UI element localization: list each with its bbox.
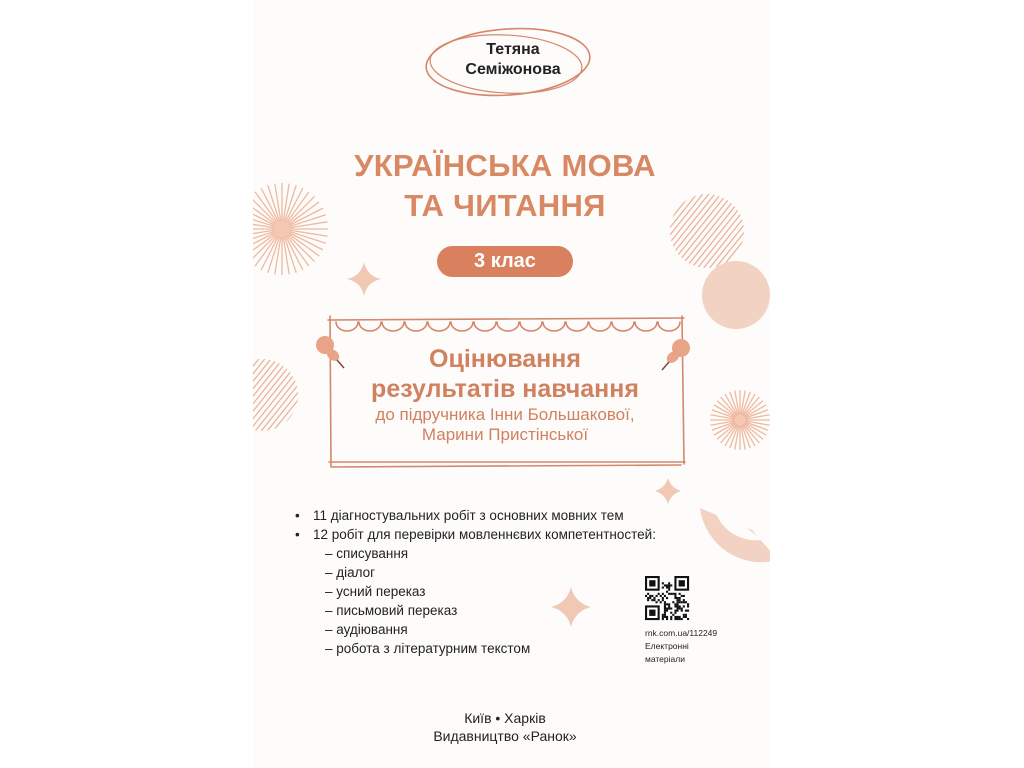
qr-code: [645, 576, 689, 620]
qr-module: [662, 597, 664, 599]
qr-module: [666, 618, 668, 620]
subtitle-line-2: результатів навчання: [371, 375, 639, 403]
qr-module: [647, 599, 649, 601]
stripe: [253, 340, 316, 440]
qr-label-1: Електронні: [645, 641, 689, 651]
subtitle-line-4: Марини Пристінської: [421, 425, 589, 444]
qr-module: [677, 601, 679, 603]
qr-module: [656, 595, 658, 597]
qr-module: [677, 603, 679, 605]
qr-module: [666, 608, 668, 610]
qr-module: [683, 595, 685, 597]
qr-module: [674, 605, 676, 607]
qr-module: [664, 595, 666, 597]
qr-module: [681, 595, 683, 597]
qr-module: [685, 601, 687, 603]
qr-module: [668, 587, 670, 589]
qr-module: [681, 610, 683, 612]
qr-module: [666, 584, 668, 586]
qr-module: [653, 599, 655, 601]
qr-module: [687, 603, 689, 605]
bullet-item: [295, 506, 693, 525]
stripe: [766, 180, 770, 280]
subtitle-line-3: до підручника Інни Большакової,: [375, 405, 635, 424]
subtitle-secondary: [330, 405, 680, 445]
qr-module: [683, 601, 685, 603]
qr-module: [647, 593, 649, 595]
qr-module: [666, 587, 668, 589]
qr-module: [664, 603, 666, 605]
qr-module: [662, 616, 664, 618]
qr-module: [677, 616, 679, 618]
qr-module: [662, 587, 664, 589]
qr-module: [685, 616, 687, 618]
qr-module: [672, 593, 674, 595]
qr-module: [677, 608, 679, 610]
qr-module: [687, 610, 689, 612]
sub-item: – списування: [325, 546, 409, 561]
qr-module: [651, 595, 653, 597]
qr-module: [674, 618, 676, 620]
qr-module: [685, 614, 687, 616]
qr-module: [666, 597, 668, 599]
footer: [400, 709, 610, 745]
qr-module: [668, 589, 670, 591]
qr-module: [681, 608, 683, 610]
starburst-center: [274, 221, 290, 237]
qr-module: [674, 597, 676, 599]
qr-module: [662, 582, 664, 584]
qr-module: [645, 595, 647, 597]
qr-module: [670, 616, 672, 618]
qr-module: [664, 608, 666, 610]
qr-module: [679, 601, 681, 603]
sub-list: [325, 544, 625, 658]
qr-module: [679, 593, 681, 595]
qr-module: [679, 597, 681, 599]
qr-module: [666, 603, 668, 605]
qr-module: [670, 608, 672, 610]
qr-module: [670, 584, 672, 586]
qr-module: [670, 618, 672, 620]
footer-cities: Київ • Харків: [464, 710, 546, 726]
qr-module: [668, 584, 670, 586]
qr-module: [660, 601, 662, 603]
sub-item: – письмовий переказ: [325, 603, 458, 618]
qr-module: [683, 616, 685, 618]
qr-module: [649, 595, 651, 597]
solid-circle-right: [702, 261, 770, 329]
qr-module: [668, 603, 670, 605]
qr-module: [677, 605, 679, 607]
qr-module: [683, 605, 685, 607]
qr-module: [649, 597, 651, 599]
subtitle-main: [330, 344, 680, 404]
qr-module: [681, 618, 683, 620]
qr-module: [674, 610, 676, 612]
book-title: [300, 146, 710, 226]
qr-module: [683, 614, 685, 616]
bullet-dot: •: [295, 508, 300, 523]
qr-module: [664, 584, 666, 586]
qr-module: [679, 618, 681, 620]
stripe: [760, 180, 770, 280]
qr-module: [664, 610, 666, 612]
qr-module: [679, 605, 681, 607]
qr-module: [681, 601, 683, 603]
slice-shape: [700, 508, 770, 562]
sparkle-mid-right: [655, 478, 681, 504]
qr-url: rnk.com.ua/112249: [645, 628, 718, 638]
qr-module: [687, 605, 689, 607]
qr-module: [664, 614, 666, 616]
sub-item: – аудіювання: [325, 622, 408, 637]
qr-module: [668, 593, 670, 595]
qr-module: [649, 610, 655, 616]
qr-module: [668, 605, 670, 607]
qr-label-2: матеріали: [645, 654, 685, 664]
sub-item: – робота з літературним текстом: [325, 641, 531, 656]
bullet-item: [295, 525, 693, 544]
qr-module: [651, 599, 653, 601]
qr-module: [677, 618, 679, 620]
sparkle-top-left: [347, 262, 381, 296]
qr-module: [649, 580, 655, 586]
qr-module: [672, 601, 674, 603]
author-last-name: Семіжонова: [465, 61, 561, 78]
qr-module: [660, 595, 662, 597]
qr-module: [668, 582, 670, 584]
footer-publisher: Видавництво «Ранок»: [433, 728, 577, 744]
qr-module: [664, 601, 666, 603]
qr-module: [666, 610, 668, 612]
qr-module: [679, 599, 681, 601]
sub-item: – усний переказ: [325, 584, 426, 599]
qr-module: [672, 614, 674, 616]
starburst-right: [710, 390, 770, 450]
qr-module: [666, 616, 668, 618]
qr-module: [677, 599, 679, 601]
qr-module: [687, 618, 689, 620]
bullet-text: 12 робіт для перевірки мовленнєвих компетентностей:: [313, 527, 656, 542]
bullet-list: [295, 506, 693, 544]
qr-module: [677, 597, 679, 599]
qr-module: [679, 580, 685, 586]
qr-module: [647, 597, 649, 599]
qr-module: [674, 603, 676, 605]
qr-module: [677, 610, 679, 612]
qr-module: [674, 593, 676, 595]
starburst-center: [735, 415, 745, 425]
qr-module: [670, 593, 672, 595]
qr-module: [662, 599, 664, 601]
title-line-1: УКРАЇНСЬКА МОВА: [354, 148, 656, 183]
qr-module: [662, 618, 664, 620]
qr-module: [664, 605, 666, 607]
bullet-dot: •: [295, 527, 300, 542]
qr-module: [664, 612, 666, 614]
qr-module: [674, 612, 676, 614]
qr-module: [668, 608, 670, 610]
stripe: [754, 180, 770, 280]
qr-module: [685, 610, 687, 612]
qr-module: [670, 612, 672, 614]
author-first-name: Тетяна: [486, 41, 540, 58]
qr-module: [679, 616, 681, 618]
qr-module: [666, 591, 668, 593]
qr-module: [679, 608, 681, 610]
qr-module: [664, 616, 666, 618]
stripe: [254, 340, 334, 440]
title-line-2: ТА ЧИТАННЯ: [404, 188, 606, 223]
qr-module: [658, 599, 660, 601]
grade-badge: 3 клас: [437, 246, 573, 277]
qr-module: [662, 593, 664, 595]
qr-module: [662, 614, 664, 616]
qr-module: [674, 595, 676, 597]
sub-item: – діалог: [325, 565, 376, 580]
qr-module: [683, 599, 685, 601]
qr-caption: [645, 627, 765, 666]
qr-module: [674, 616, 676, 618]
author-name: [448, 40, 578, 80]
qr-module: [658, 593, 660, 595]
bullet-text: 11 діагностувальних робіт з основних мовних тем: [313, 508, 624, 523]
qr-module: [656, 601, 658, 603]
subtitle-line-1: Оцінювання: [429, 345, 581, 373]
qr-module: [653, 597, 655, 599]
